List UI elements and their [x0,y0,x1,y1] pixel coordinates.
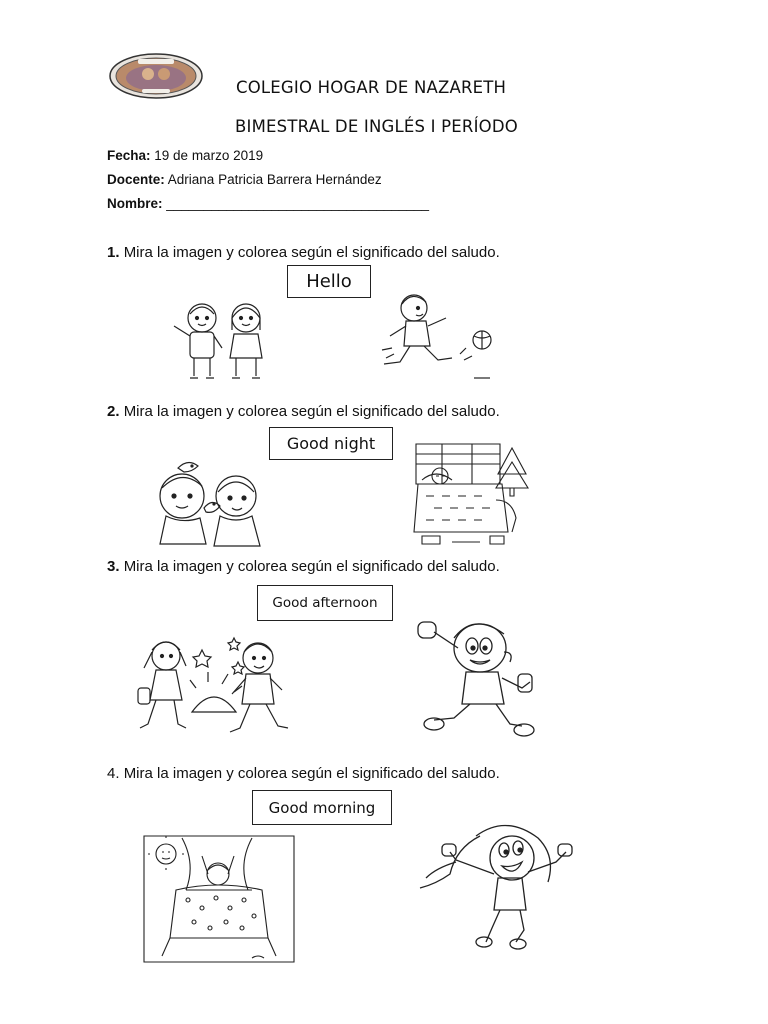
date-label: Fecha: [107,148,151,163]
date-line [107,148,263,163]
question-2 [107,403,500,420]
question-1-text: Mira la imagen y colorea según el significado del saludo. [123,244,500,261]
teacher-line [107,172,382,187]
girl-jumping-icon [416,818,578,950]
question-3-text: Mira la imagen y colorea según el significado del saludo. [123,558,500,575]
question-3 [107,558,500,575]
teacher-value: Adriana Patricia Barrera Hernández [167,172,382,187]
question-4-text: Mira la imagen y colorea según el significado del saludo. [123,765,500,782]
child-waking-up-icon [142,834,298,966]
school-name: COLEGIO HOGAR DE NAZARETH [236,78,507,97]
question-3-number: 3. [107,558,120,575]
greeting-box-good-afternoon: Good afternoon [257,585,393,621]
greeting-box-good-night: Good night [269,427,393,460]
children-with-bird-icon [148,458,270,550]
question-4-number: 4. [107,765,120,782]
two-children-waving-icon [164,296,282,382]
question-4 [107,765,500,782]
name-field[interactable]: ___________________________________ [166,196,430,211]
exam-title: BIMESTRAL DE INGLÉS I PERÍODO [235,117,518,136]
boy-running-icon [414,608,540,742]
child-sleeping-in-bed-icon [412,440,532,550]
question-2-number: 2. [107,403,120,420]
children-walking-sunset-icon [134,628,290,742]
question-2-text: Mira la imagen y colorea según el significado del saludo. [123,403,500,420]
question-1-number: 1. [107,244,120,261]
boy-playing-ball-icon [378,288,498,384]
question-1 [107,244,500,261]
date-value: 19 de marzo 2019 [154,148,264,163]
greeting-box-hello: Hello [287,265,371,298]
name-line [107,196,429,211]
name-label: Nombre: [107,196,163,211]
school-crest-icon [108,52,204,100]
greeting-box-good-morning: Good morning [252,790,392,825]
teacher-label: Docente: [107,172,165,187]
